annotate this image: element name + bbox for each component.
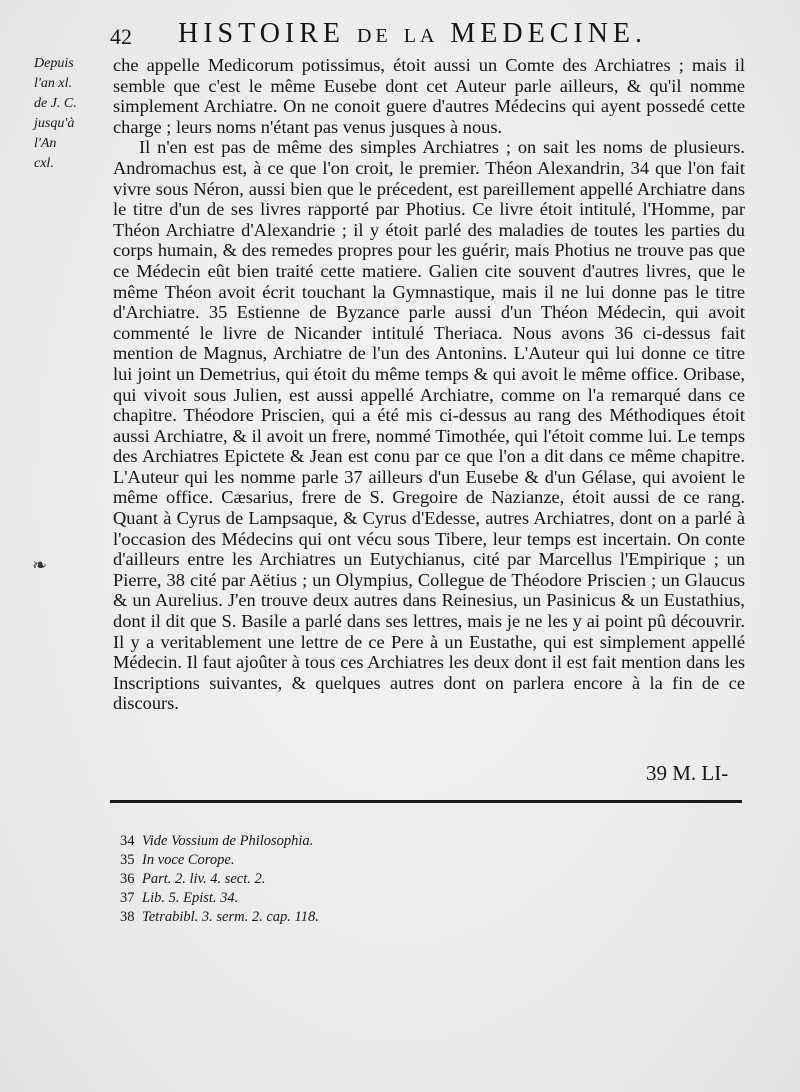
title-word-la: LA — [403, 25, 439, 47]
margin-note-line: Depuis — [34, 56, 74, 71]
running-head — [110, 14, 800, 54]
footnote-text: In voce Corope. — [142, 852, 235, 868]
footnote — [120, 851, 620, 870]
running-title — [178, 18, 647, 50]
body-text — [113, 55, 745, 714]
title-word-histoire: HISTOIRE — [178, 18, 346, 49]
margin-note — [34, 54, 114, 174]
footnotes — [120, 832, 620, 927]
footnote-number: 36 — [120, 871, 135, 887]
paragraph: che appelle Medicorum potissimus, étoit aussi un Comte des Archiatres ; mais il semble que c'est le même Eusebe dont cet Auteur parle ailleurs, & qu'il nomme simplement Archiatre. On ne conoit guere d'autres Médecins qui ayent possedé cette charge ; leurs noms n'étant pas venus jusques à nous. — [113, 55, 745, 137]
footnote — [120, 908, 620, 927]
margin-note-line: cxl. — [34, 156, 54, 171]
footnote-number: 37 — [120, 890, 135, 906]
footnote-number: 34 — [120, 833, 135, 849]
title-word-de: DE — [357, 25, 392, 47]
footnote-number: 38 — [120, 909, 135, 925]
margin-note-line: l'An — [34, 136, 57, 151]
footnote — [120, 832, 620, 851]
footnote-text: Tetrabibl. 3. serm. 2. cap. 118. — [142, 909, 319, 925]
title-word-medecine: MEDECINE. — [450, 18, 648, 49]
footnote-text: Part. 2. liv. 4. sect. 2. — [142, 871, 266, 887]
ink-blot: ❧ — [32, 555, 48, 576]
margin-note-line: jusqu'à — [34, 116, 75, 131]
paragraph: Il n'en est pas de même des simples Archiatres ; on sait les noms de plusieurs. Andromachus est, à ce que l'on croit, le premier. Théon Alexandrin, 34 que l'on fait vivre sous Néron, aussi bien que le précedent, est pareillement appellé Archiatre dans le titre d'un de ses livres rapporté par Photius. Ce livre étoit intitulé, l'Homme, par Théon Archiatre d'Alexandrie ; il y étoit parlé des maladies de toutes les parties du corps humain, & des remedes propres pour les guérir, mais Photius ne trouve pas que ce Médecin eût bien traité cette matiere. Galien cite souvent d'autres livres, que le même Théon avoit écrit touchant la Gymnastique, mais il ne lui donne pas le titre d'Archiatre. 35 Estienne de Byzance parle aussi d'un Théon Médecin, qui avoit commenté le livre de Nicander intitulé Theriaca. Nous avons 36 ci-dessus fait mention de Magnus, Archiatre de l'un des Antonins. L'Auteur qui lui donne ce titre lui joint un Demetrius, qui étoit du même temps & qui avoit le même office. Oribase, qui vivoit sous Julien, est aussi appellé Archiatre, comme on l'a remarqué dans ce chapitre. Théodore Priscien, qui a été mis ci-dessus au rang des Méthodiques étoit aussi Archiatre, & il avoit un frere, nommé Timothée, qui l'étoit comme lui. Le temps des Archiatres Epictete & Jean est conu par ce que l'on a dit dans ce même chapitre. L'Auteur qui les nomme parle 37 ailleurs d'un Eusebe & d'un Gélase, qui avoient le même office. Cæsarius, frere de S. Gregoire de Nazianze, étoit aussi de ce rang. Quant à Cyrus de Lampsaque, & Cyrus d'Edesse, autres Archiatres, dont on a parlé à l'occasion des Médecins qui ont vécu sous Tibere, leur temps est incertain. On conte d'ailleurs entre les Archiatres un Eutychianus, cité par Marcellus l'Empirique ; un Pierre, 38 cité par Aëtius ; un Olympius, Collegue de Théodore Priscien ; un Glaucus & un Aurelius. J'en trouve deux autres dans Reinesius, un Pasinicus & un Eustathius, dont il dit que S. Basile a parlé dans ses lettres, mais je ne les y ai point pû découvrir. Il y a veritablement une lettre de ce Pere à un Eustathe, qui est simplement appellé Médecin. Il faut ajoûter à tous ces Archiatres les deux dont il est fait mention dans les Inscriptions suivantes, & quelques autres dont on parlera encore à la fin de ce discours. — [113, 137, 745, 714]
footnote-text: Vide Vossium de Philosophia. — [142, 833, 314, 849]
margin-note-line: de J. C. — [34, 96, 77, 111]
footnote-number: 35 — [120, 852, 135, 868]
page-number: 42 — [110, 24, 132, 49]
margin-note-line: l'an xl. — [34, 76, 72, 91]
footnote-rule — [110, 800, 742, 803]
catchword: 39 M. LI- — [646, 761, 729, 785]
footnote-text: Lib. 5. Epist. 34. — [142, 890, 239, 906]
footnote — [120, 870, 620, 889]
footnote — [120, 889, 620, 908]
